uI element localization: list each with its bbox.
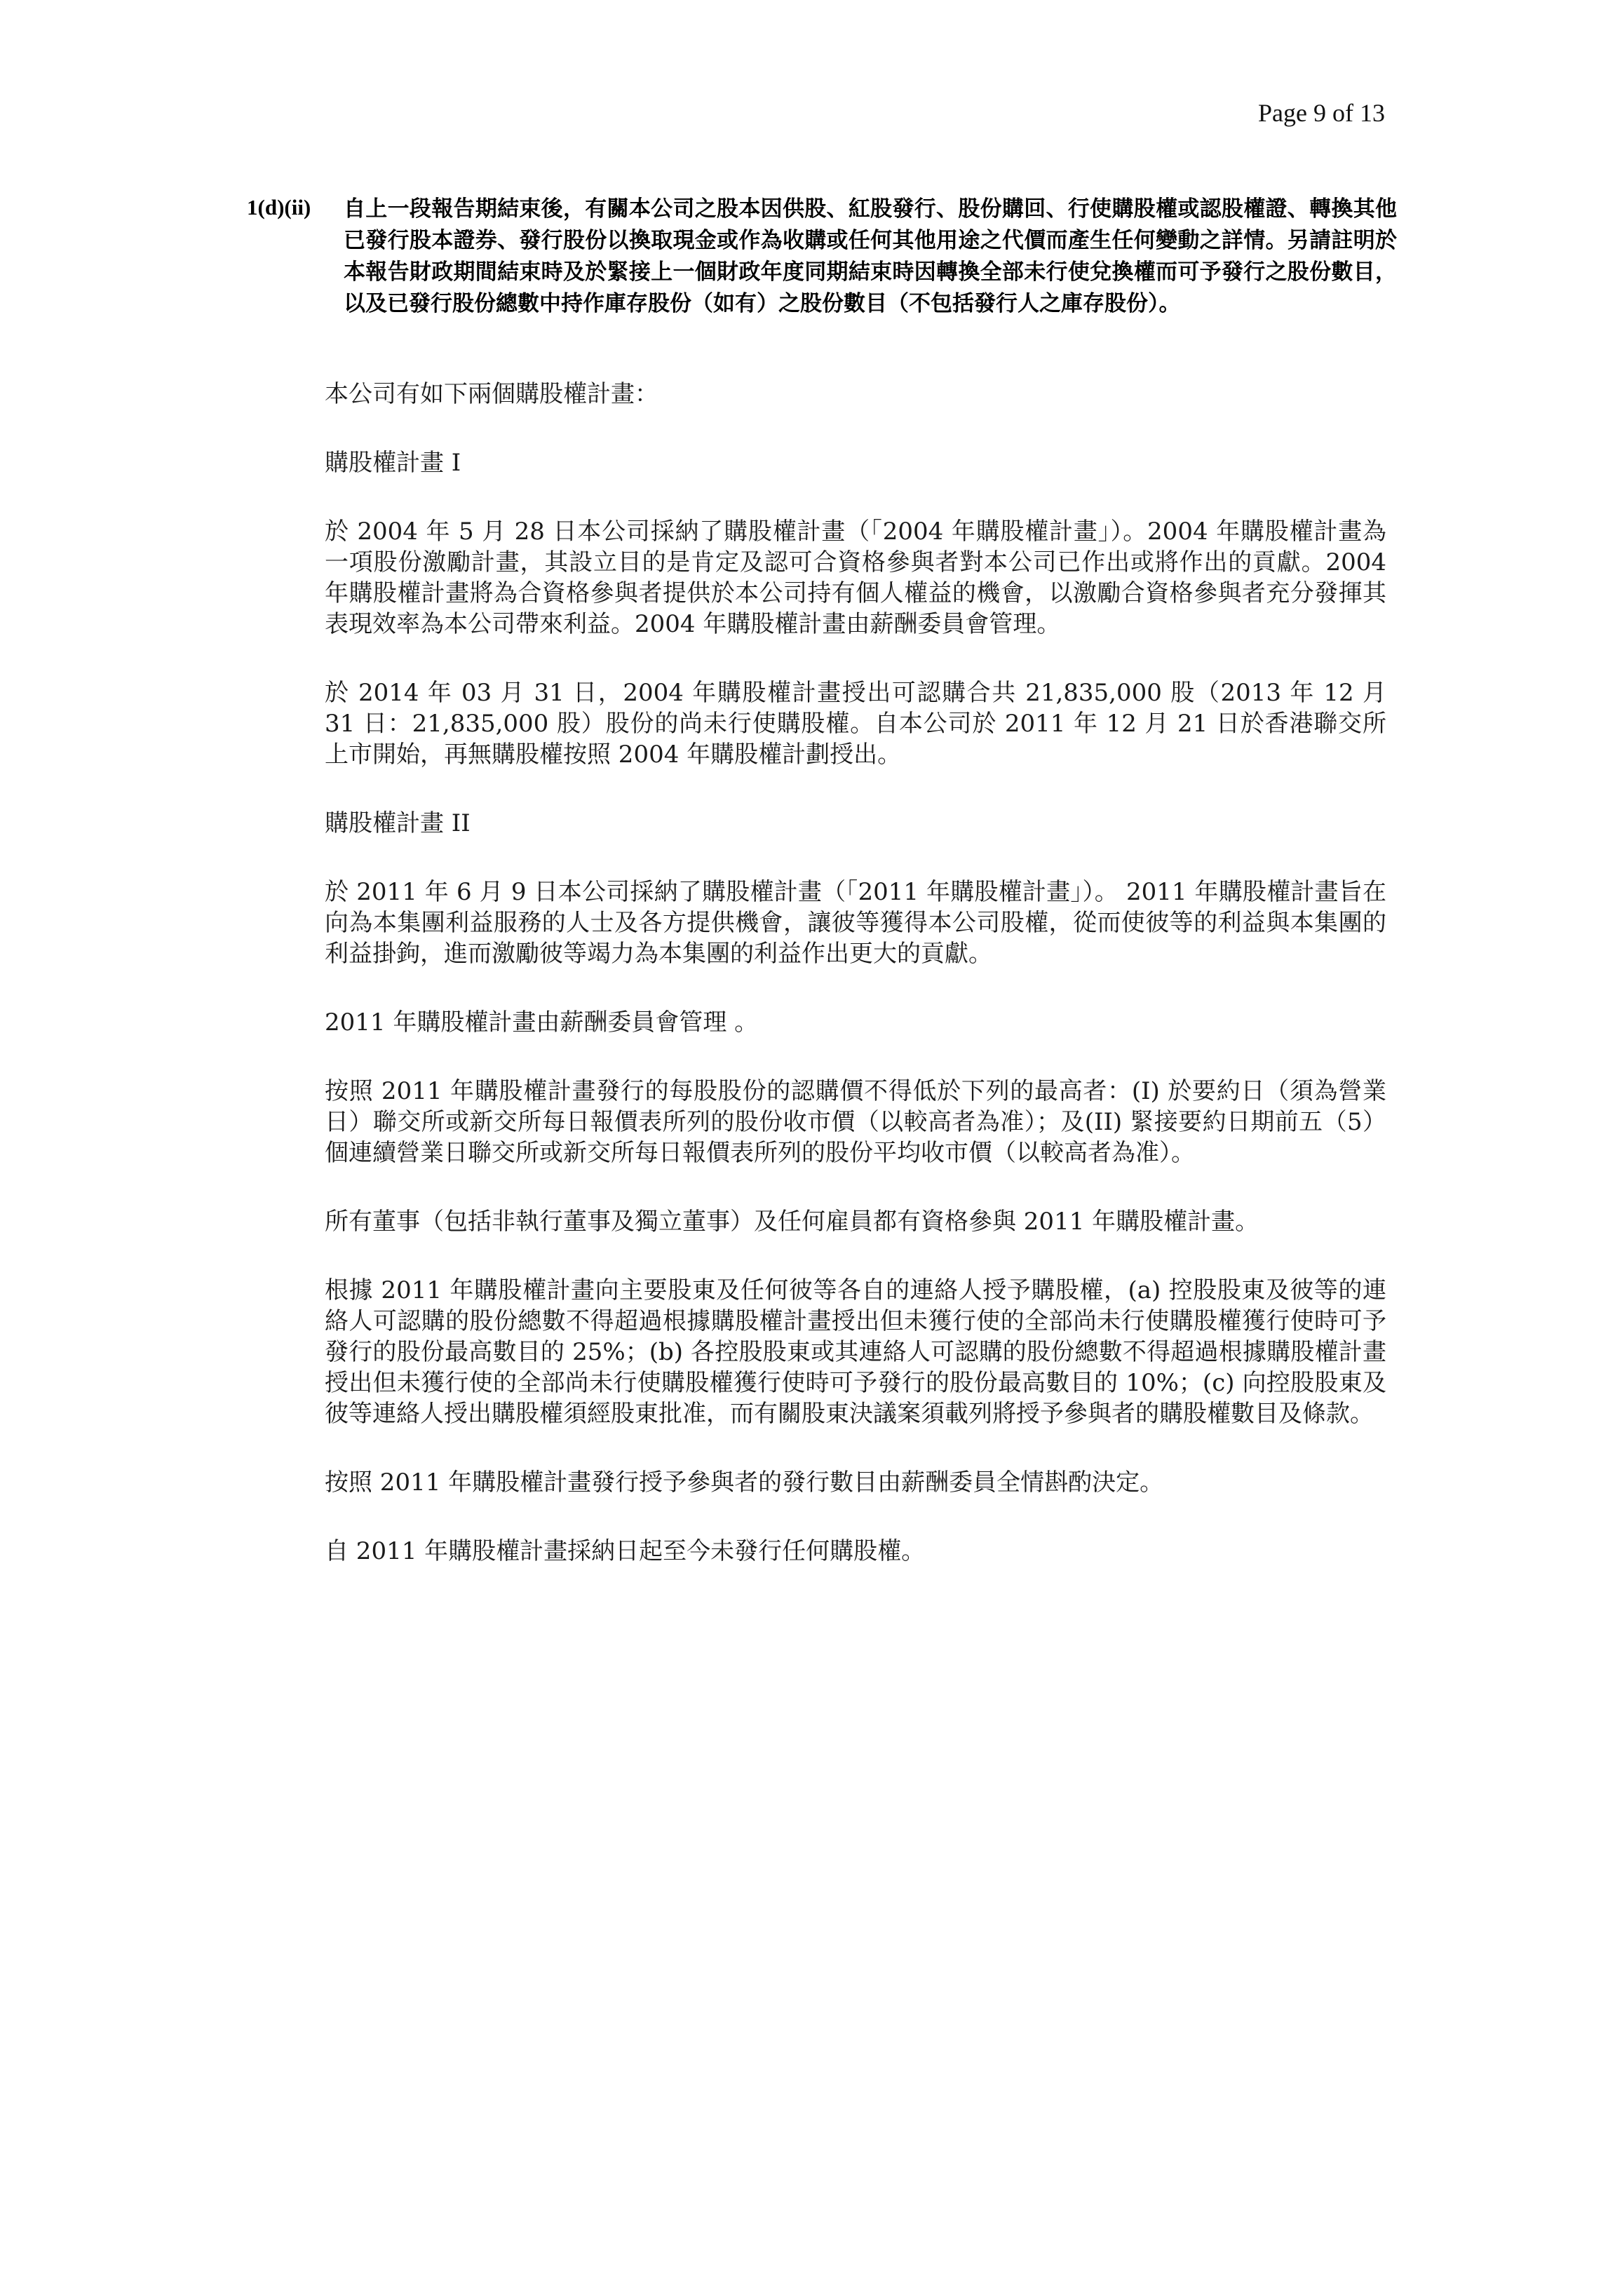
section-heading xyxy=(247,194,1397,320)
scheme-i-outstanding: 於 2014 年 03 月 31 日，2004 年購股權計畫授出可認購合共 21,835,000 股（2013 年 12 月 31 日：21,835,000 股）股份的尚未行使購股權。自本公司於 2011 年 12 月 21 日於香港聯交所上市開始，再無購股權按照 2004 年購股權計劃授出。 xyxy=(325,679,1386,769)
section-heading-text: 自上一段報告期結束後，有關本公司之股本因供股、紅股發行、股份購回、行使購股權或認股權證、轉換其他已發行股本證券、發行股份以換取現金或作為收購或任何其他用途之代價而產生任何變動之詳情。另請註明於本報告財政期間結束時及於緊接上一個財政年度同期結束時因轉換全部未行使兌換權而可予發行之股份數目，以及已發行股份總數中持作庫存股份（如有）之股份數目（不包括發行人之庫存股份）。 xyxy=(344,196,1397,316)
scheme-ii-eligibility: 所有董事（包括非執行董事及獨立董事）及任何雇員都有資格參與 2011 年購股權計畫。 xyxy=(325,1208,1259,1236)
scheme-i-description: 於 2004 年 5 月 28 日本公司採納了購股權計畫（「2004 年購股權計畫」）。2004 年購股權計畫為一項股份激勵計畫，其設立目的是肯定及認可合資格參與者對本公司已作出或將作出的貢獻。2004 年購股權計畫將為合資格參與者提供於本公司持有個人權益的機會，以激勵合資格參與者充分發揮其表現效率為本公司帶來利益。2004 年購股權計畫由薪酬委員會管理。 xyxy=(325,518,1386,638)
scheme-ii-status: 自 2011 年購股權計畫採納日起至今未發行任何購股權。 xyxy=(325,1537,926,1565)
scheme-ii-administration: 2011 年購股權計畫由薪酬委員會管理 。 xyxy=(325,1008,759,1036)
scheme-ii-subscription-price: 按照 2011 年購股權計畫發行的每股股份的認購價不得低於下列的最高者：(I) 於要約日（須為營業日）聯交所或新交所每日報價表所列的股份收市價（以較高者為准）；及(II) 緊接要約日期前五（5）個連續營業日聯交所或新交所每日報價表所列的股份平均收市價（以較高者為准）。 xyxy=(325,1077,1386,1167)
page-number: Page 9 of 13 xyxy=(1258,99,1385,127)
section-number: 1(d)(ii) xyxy=(247,195,311,220)
scheme-ii-grant-discretion: 按照 2011 年購股權計畫發行授予參與者的發行數目由薪酬委員全情斟酌決定。 xyxy=(325,1468,1164,1497)
scheme-ii-description: 於 2011 年 6 月 9 日本公司採納了購股權計畫（「2011 年購股權計畫」）。 2011 年購股權計畫旨在向為本集團利益服務的人士及各方提供機會，讓彼等獲得本公司股權，從而使彼等的利益與本集團的利益掛鉤，進而激勵彼等竭力為本集團的利益作出更大的貢獻。 xyxy=(325,878,1386,968)
scheme-ii-heading: 購股權計畫 II xyxy=(325,809,471,837)
document-body xyxy=(325,379,1386,1605)
scheme-i-heading: 購股權計畫 I xyxy=(325,449,461,477)
intro-paragraph: 本公司有如下兩個購股權計畫： xyxy=(325,380,658,408)
scheme-ii-shareholder-limits: 根據 2011 年購股權計畫向主要股東及任何彼等各自的連絡人授予購股權，(a) 控股股東及彼等的連絡人可認購的股份總數不得超過根據購股權計畫授出但未獲行使的全部尚未行使購股權獲行使時可予發行的股份最高數目的 25%；(b) 各控股股東或其連絡人可認購的股份總數不得超過根據購股權計畫授出但未獲行使的全部尚未行使購股權獲行使時可予發行的股份最高數目的 10%；(c) 向控股股東及彼等連絡人授出購股權須經股東批准，而有關股東決議案須載列將授予參與者的購股權數目及條款。 xyxy=(325,1276,1386,1428)
